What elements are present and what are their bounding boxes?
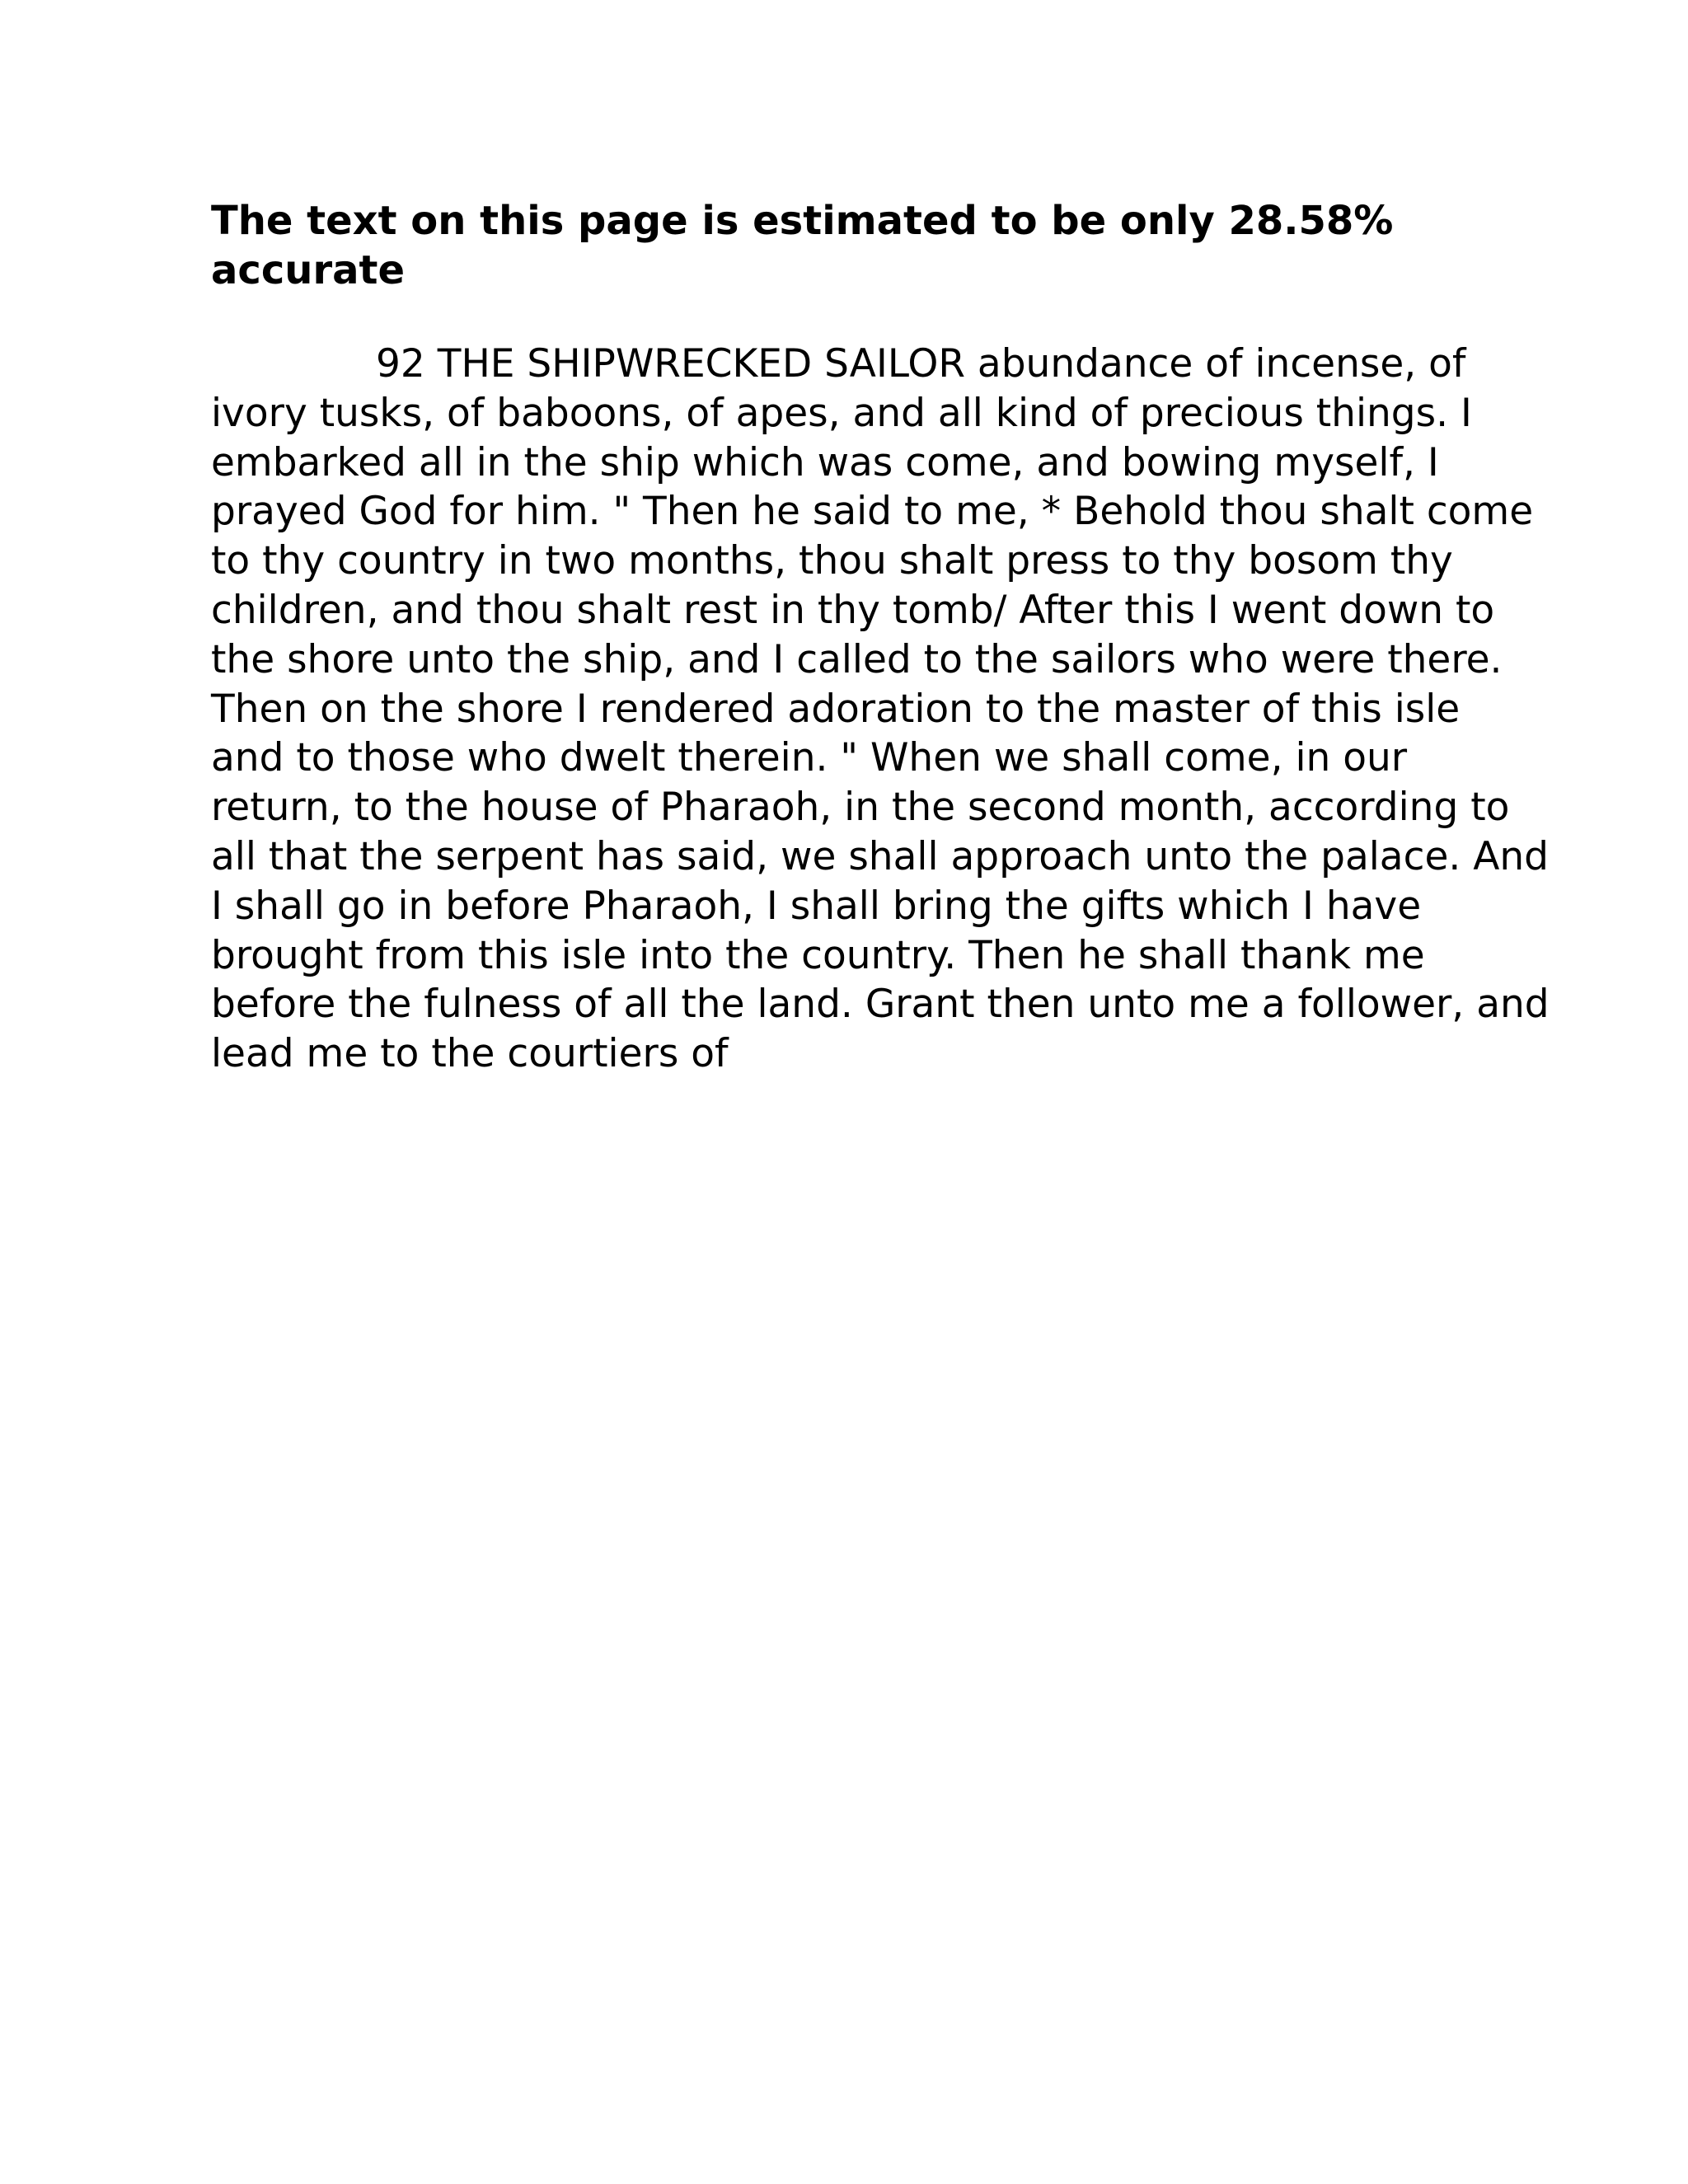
heading-line: The text on this page is estimated to be only 28.58% — [211, 198, 1394, 244]
body-line: prayed God for him. " Then he said to me, * Behold thou shalt come — [211, 489, 1534, 535]
body-line: lead me to the courtiers of — [211, 1031, 729, 1077]
body-line: return, to the house of Pharaoh, in the second month, according to — [211, 785, 1510, 831]
body-line: children, and thou shalt rest in thy tomb/ After this I went down to — [211, 587, 1495, 633]
body-line: ivory tusks, of baboons, of apes, and all kind of precious things. I — [211, 390, 1472, 436]
ocr-body-text — [211, 340, 1550, 1079]
body-line: brought from this isle into the country. Then he shall thank me — [211, 932, 1425, 978]
body-line: and to those who dwelt therein. " When we shall come, in our — [211, 735, 1408, 781]
heading-line: accurate — [211, 247, 406, 293]
body-line: 92 THE SHIPWRECKED SAILOR abundance of incense, of — [376, 341, 1466, 387]
body-line: all that the serpent has said, we shall approach unto the palace. And — [211, 833, 1550, 879]
body-line: Then on the shore I rendered adoration to the master of this isle — [211, 686, 1461, 732]
accuracy-heading — [211, 196, 1497, 295]
body-line: I shall go in before Pharaoh, I shall bring the gifts which I have — [211, 883, 1422, 929]
body-line: before the fulness of all the land. Grant then unto me a follower, and — [211, 982, 1550, 1028]
body-line: to thy country in two months, thou shalt press to thy bosom thy — [211, 538, 1453, 584]
body-line: embarked all in the ship which was come, and bowing myself, I — [211, 439, 1439, 485]
body-line: the shore unto the ship, and I called to the sailors who were there. — [211, 636, 1503, 682]
